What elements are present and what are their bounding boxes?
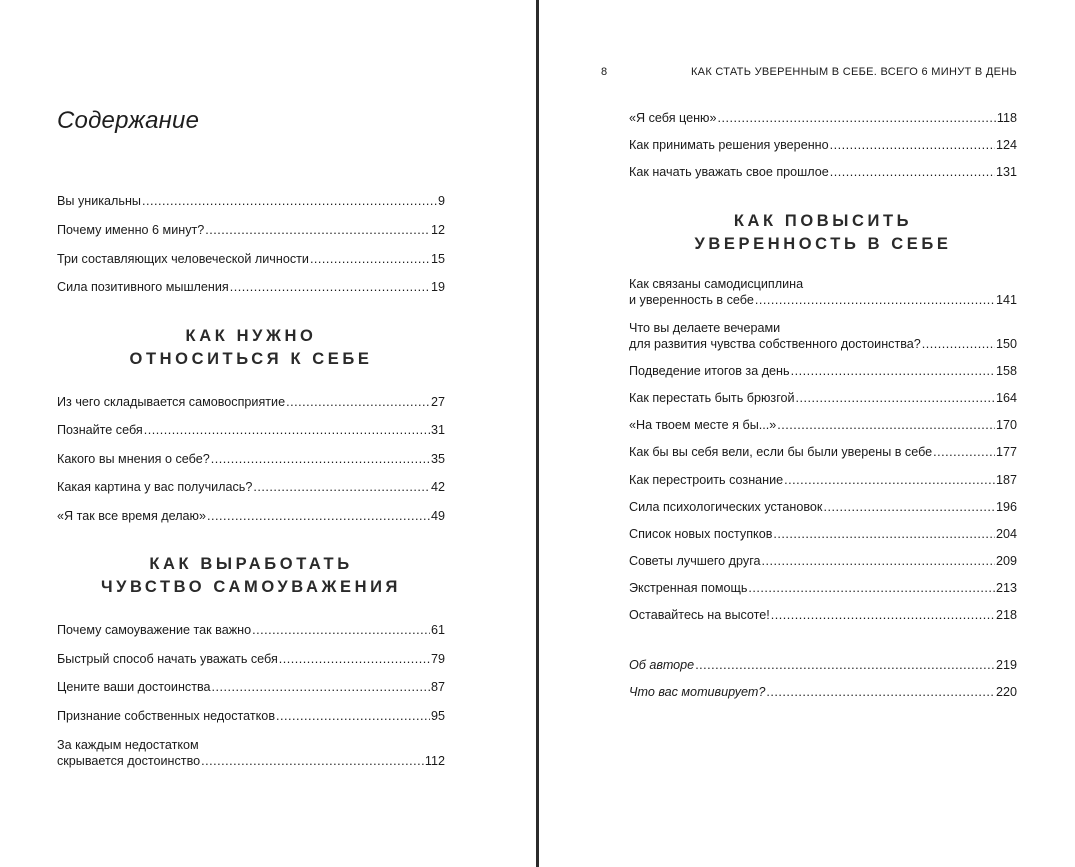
toc-entry-label: Почему именно 6 минут? [57, 223, 205, 237]
toc-entry-label: Быстрый способ начать уважать себя [57, 652, 278, 666]
section-heading-line: ЧУВСТВО САМОУВАЖЕНИЯ [100, 578, 402, 596]
toc-entry-label: Три составляющих человеческой личности [57, 252, 309, 266]
section-heading [629, 210, 1017, 256]
toc-page-number: 150 [995, 337, 1017, 351]
leader-dots [695, 657, 995, 673]
section-heading [57, 553, 445, 599]
toc-entry[interactable] [629, 526, 1017, 542]
toc-entry[interactable] [629, 390, 1017, 406]
toc-page-number: 12 [430, 223, 445, 237]
leader-dots [773, 526, 995, 542]
toc-page-number: 19 [430, 280, 445, 294]
toc-entry-second-line [629, 336, 1017, 352]
toc-page-number: 42 [430, 480, 445, 494]
toc-entry-label: «На твоем месте я бы...» [629, 418, 777, 432]
toc-page-number: 218 [995, 608, 1017, 622]
toc-page-number: 213 [995, 581, 1017, 595]
toc-entry[interactable] [629, 684, 1017, 700]
toc-entry-label: Как перестроить сознание [629, 473, 784, 487]
toc-entry-label: За каждым недостатком [57, 738, 199, 752]
leader-dots [748, 580, 995, 596]
toc-page-number: 141 [995, 293, 1017, 307]
toc-entry[interactable] [629, 607, 1017, 623]
section-heading-line: УВЕРЕННОСТЬ В СЕБЕ [694, 235, 952, 253]
leader-dots [791, 363, 995, 379]
toc-page-number: 112 [424, 754, 445, 768]
book-gutter [536, 0, 539, 867]
toc-entry[interactable] [57, 222, 445, 238]
section-heading-line: КАК ВЫРАБОТАТЬ [149, 555, 353, 573]
toc-entry-second-line [57, 753, 445, 769]
leader-dots [310, 251, 430, 267]
toc-page-number: 27 [430, 395, 445, 409]
toc-entry[interactable] [629, 444, 1017, 460]
toc-page-number: 61 [430, 623, 445, 637]
toc-entry-second-line [629, 292, 1017, 308]
toc-entry-label: Из чего складывается самовосприятие [57, 395, 286, 409]
toc-page-number: 196 [995, 500, 1017, 514]
toc-entry-label: Оставайтесь на высоте! [629, 608, 770, 622]
toc-entry[interactable] [629, 164, 1017, 180]
leader-dots [144, 422, 430, 438]
toc-entry-label: Что вы делаете вечерами [629, 321, 781, 335]
toc-entry-label: Как связаны самодисциплина [629, 277, 804, 291]
leader-dots [762, 553, 995, 569]
toc-page-number: 118 [996, 111, 1017, 125]
toc-entry-label: и уверенность в себе [629, 293, 754, 307]
toc-entry[interactable] [57, 193, 445, 209]
leader-dots [201, 753, 424, 769]
toc-page-number: 87 [430, 680, 445, 694]
leader-dots [253, 479, 430, 495]
leader-dots [766, 684, 995, 700]
leader-dots [777, 417, 995, 433]
toc-entry[interactable] [57, 651, 445, 667]
leader-dots [230, 279, 430, 295]
toc-entry-multiline[interactable] [57, 737, 445, 769]
toc-entry-label: Что вас мотивирует? [629, 685, 766, 699]
leader-dots [784, 472, 995, 488]
toc-entry[interactable] [629, 110, 1017, 126]
leader-dots [205, 222, 430, 238]
toc-entry-label: Цените ваши достоинства [57, 680, 211, 694]
toc-entry[interactable] [629, 553, 1017, 569]
left-page [57, 0, 445, 867]
toc-entry[interactable] [629, 657, 1017, 673]
leader-dots [718, 110, 996, 126]
toc-entry[interactable] [629, 499, 1017, 515]
toc-entry-label: Познайте себя [57, 423, 143, 437]
toc-page-number: 177 [995, 445, 1017, 459]
toc-page-number: 35 [430, 452, 445, 466]
running-title: КАК СТАТЬ УВЕРЕННЫМ В СЕБЕ. ВСЕГО 6 МИНУТ В ДЕНЬ [690, 66, 1017, 78]
toc-entry-label: Как начать уважать свое прошлое [629, 165, 829, 179]
leader-dots [279, 651, 430, 667]
toc-page-number: 95 [430, 709, 445, 723]
toc-page-number: 187 [995, 473, 1017, 487]
toc-page-number: 164 [995, 391, 1017, 405]
toc-entry[interactable] [57, 479, 445, 495]
section-heading-line: КАК НУЖНО [185, 327, 317, 345]
toc-entry[interactable] [629, 363, 1017, 379]
contents-title: Содержание [57, 107, 200, 134]
leader-dots [771, 607, 995, 623]
toc-page-number: 158 [995, 364, 1017, 378]
toc-entry[interactable] [57, 679, 445, 695]
toc-entry-label: для развития чувства собственного достоинства? [629, 337, 921, 351]
toc-entry-label: Экстренная помощь [629, 581, 748, 595]
leader-dots [252, 622, 430, 638]
toc-entry-label: Почему самоуважение так важно [57, 623, 252, 637]
toc-entry-multiline[interactable] [629, 320, 1017, 352]
toc-entry[interactable] [57, 279, 445, 295]
toc-page-number: 209 [995, 554, 1017, 568]
toc-page-number: 15 [430, 252, 445, 266]
toc-page-number: 219 [995, 658, 1017, 672]
leader-dots [142, 193, 437, 209]
toc-entry-label: Какого вы мнения о себе? [57, 452, 210, 466]
section-heading [57, 325, 445, 371]
toc-entry-label: Подведение итогов за день [629, 364, 790, 378]
leader-dots [830, 164, 995, 180]
toc-entry-label: Признание собственных недостатков [57, 709, 276, 723]
leader-dots [830, 137, 995, 153]
leader-dots [286, 394, 430, 410]
toc-entry[interactable] [57, 508, 445, 524]
toc-entry-label: Об авторе [629, 658, 695, 672]
leader-dots [933, 444, 995, 460]
toc-entry[interactable] [629, 580, 1017, 596]
leader-dots [823, 499, 995, 515]
toc-page-number: 220 [995, 685, 1017, 699]
toc-entry[interactable] [57, 251, 445, 267]
leader-dots [211, 451, 430, 467]
toc-entry[interactable] [629, 137, 1017, 153]
toc-entry-label: Как принимать решения уверенно [629, 138, 829, 152]
toc-entry-label: «Я себя ценю» [629, 111, 717, 125]
leader-dots [207, 508, 430, 524]
leader-dots [755, 292, 995, 308]
toc-entry-label: скрывается достоинство [57, 754, 201, 768]
toc-page-number: 9 [437, 194, 445, 208]
toc-entry[interactable] [629, 417, 1017, 433]
leader-dots [212, 679, 430, 695]
toc-entry[interactable] [57, 622, 445, 638]
toc-entry-label: Какая картина у вас получилась? [57, 480, 253, 494]
toc-page-number: 79 [430, 652, 445, 666]
right-page [601, 0, 1017, 867]
toc-page-number: 131 [995, 165, 1017, 179]
toc-entry-label: Как бы вы себя вели, если бы были уверены в себе [629, 445, 933, 459]
toc-entry[interactable] [57, 394, 445, 410]
toc-entry-label: Список новых поступков [629, 527, 773, 541]
folio-number: 8 [601, 66, 608, 78]
toc-entry[interactable] [57, 708, 445, 724]
toc-page-number: 49 [430, 509, 445, 523]
leader-dots [922, 336, 995, 352]
toc-entry-label: Вы уникальны [57, 194, 141, 208]
toc-entry-label: Сила позитивного мышления [57, 280, 229, 294]
toc-entry-label: Сила психологических установок [629, 500, 823, 514]
toc-page-number: 204 [995, 527, 1017, 541]
toc-entry[interactable] [57, 422, 445, 438]
toc-page-number: 124 [995, 138, 1017, 152]
toc-page-number: 31 [430, 423, 445, 437]
toc-entry-label: «Я так все время делаю» [57, 509, 206, 523]
toc-entry-label: Как перестать быть брюзгой [629, 391, 795, 405]
toc-entry[interactable] [629, 472, 1017, 488]
toc-entry-label: Советы лучшего друга [629, 554, 761, 568]
leader-dots [276, 708, 430, 724]
toc-page-number: 170 [995, 418, 1017, 432]
section-heading-line: ОТНОСИТЬСЯ К СЕБЕ [129, 350, 373, 368]
toc-entry[interactable] [57, 451, 445, 467]
section-heading-line: КАК ПОВЫСИТЬ [733, 212, 913, 230]
leader-dots [796, 390, 995, 406]
toc-entry-multiline[interactable] [629, 276, 1017, 308]
